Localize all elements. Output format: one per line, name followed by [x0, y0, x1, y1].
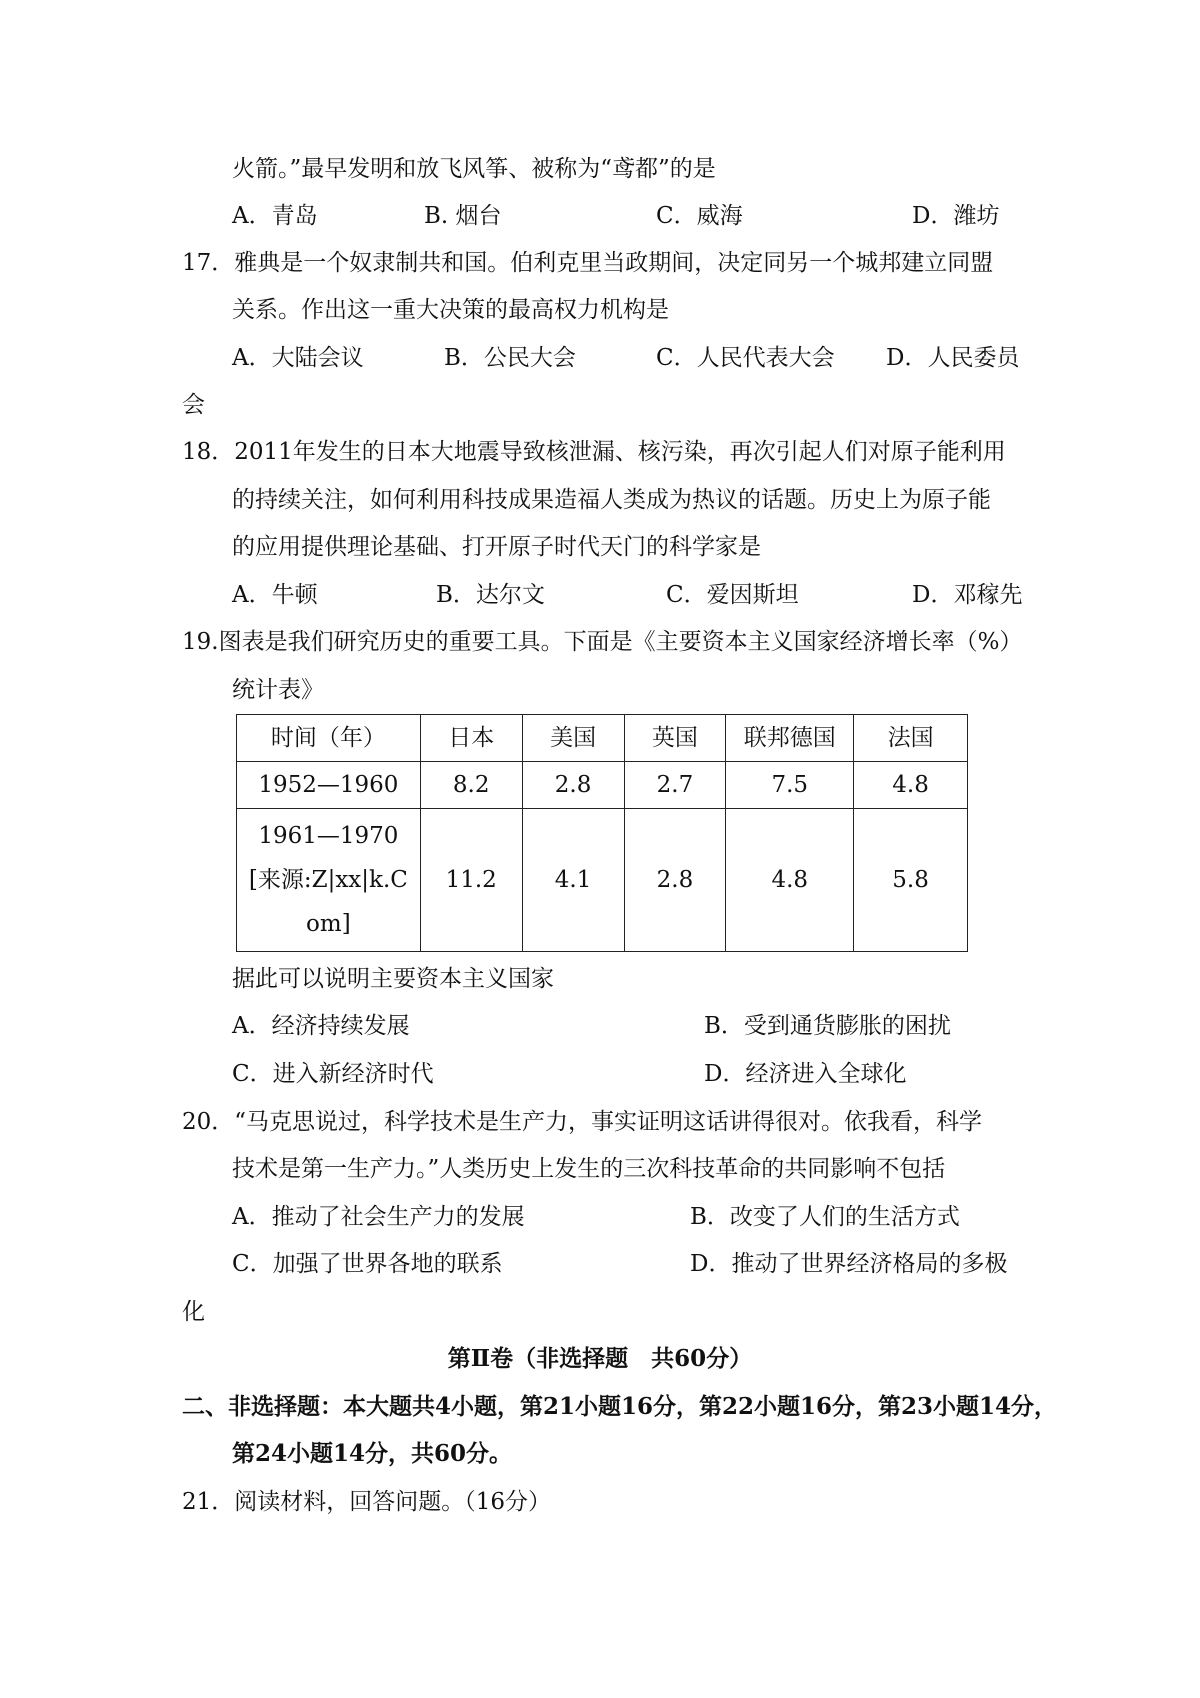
q17-stem-line2: 关系。作出这一重大决策的最高权力机构是 — [232, 297, 669, 323]
table-cell: 4.8 — [854, 762, 968, 809]
q19-stem-line1: 19.图表是我们研究历史的重要工具。下面是《主要资本主义国家经济增长率（%） — [182, 629, 1023, 655]
q17-option-c: C．人民代表大会 — [656, 345, 835, 371]
table-cell: 1952—1960 — [237, 762, 421, 809]
part2-instructions-line2: 第24小题14分，共60分。 — [232, 1440, 513, 1467]
q16-option-b: B. 烟台 — [424, 203, 502, 229]
q20-stem-line1: 20．“马克思说过，科学技术是生产力，事实证明这话讲得很对。依我看，科学 — [182, 1109, 983, 1135]
q20-option-d: D．推动了世界经济格局的多极 — [690, 1251, 1008, 1277]
q19-stem-line2: 统计表》 — [232, 677, 324, 703]
q17-option-d-wrap: 会 — [182, 392, 205, 418]
table-header-cell: 时间（年） — [237, 715, 421, 762]
q20-option-c: C．加强了世界各地的联系 — [232, 1251, 503, 1277]
table-cell: 2.8 — [522, 762, 624, 809]
q16-option-d: D．潍坊 — [912, 203, 1000, 229]
q20-option-b: B．改变了人们的生活方式 — [690, 1204, 960, 1230]
table-header-cell: 英国 — [624, 715, 726, 762]
table-header-cell: 美国 — [522, 715, 624, 762]
q16-option-a: A．青岛 — [232, 203, 318, 229]
q20-option-a: A．推动了社会生产力的发展 — [232, 1204, 525, 1230]
q18-option-b: B．达尔文 — [436, 582, 545, 608]
table-cell: 4.8 — [726, 809, 854, 952]
q16-option-c: C．威海 — [656, 203, 743, 229]
q17-option-a: A．大陆会议 — [232, 345, 364, 371]
q19-conclusion: 据此可以说明主要资本主义国家 — [232, 966, 554, 992]
q17-option-b: B．公民大会 — [444, 345, 576, 371]
q19-option-c: C．进入新经济时代 — [232, 1061, 434, 1087]
q16-stem: 火箭。”最早发明和放飞风筝、被称为“鸢都”的是 — [232, 156, 716, 182]
table-header-cell: 法国 — [854, 715, 968, 762]
table-row — [237, 762, 968, 809]
q18-option-c: C．爱因斯坦 — [666, 582, 799, 608]
q20-stem-line2: 技术是第一生产力。”人类历史上发生的三次科技革命的共同影响不包括 — [232, 1156, 946, 1182]
q18-option-d: D．邓稼先 — [912, 582, 1023, 608]
q19-option-d: D．经济进入全球化 — [704, 1061, 907, 1087]
growth-rate-table — [236, 714, 968, 952]
q19-option-b: B．受到通货膨胀的困扰 — [704, 1013, 951, 1039]
q18-stem-line1: 18．2011年发生的日本大地震导致核泄漏、核污染，再次引起人们对原子能利用 — [182, 439, 1006, 465]
q21-stem: 21．阅读材料，回答问题。（16分） — [182, 1489, 552, 1515]
q19-option-a: A．经济持续发展 — [232, 1013, 410, 1039]
table-cell: 1961—1970[来源:Z|xx|k.Com] — [237, 809, 421, 952]
q18-stem-line2: 的持续关注，如何利用科技成果造福人类成为热议的话题。历史上为原子能 — [232, 487, 991, 513]
table-cell: 5.8 — [854, 809, 968, 952]
q20-option-d-wrap: 化 — [182, 1299, 205, 1325]
q17-option-d: D．人民委员 — [886, 345, 1020, 371]
table-cell: 2.8 — [624, 809, 726, 952]
q18-stem-line3: 的应用提供理论基础、打开原子时代天门的科学家是 — [232, 534, 761, 560]
table-header-cell: 联邦德国 — [726, 715, 854, 762]
q18-option-a: A．牛顿 — [232, 582, 318, 608]
table-cell: 8.2 — [420, 762, 522, 809]
table-cell: 4.1 — [522, 809, 624, 952]
table-cell: 11.2 — [420, 809, 522, 952]
table-cell: 2.7 — [624, 762, 726, 809]
table-row — [237, 809, 968, 952]
table-header-cell: 日本 — [420, 715, 522, 762]
part2-instructions-line1: 二、非选择题：本大题共4小题，第21小题16分，第22小题16分，第23小题14分， — [182, 1393, 1058, 1420]
table-cell: 7.5 — [726, 762, 854, 809]
part2-title: 第Ⅱ卷（非选择题 共60分） — [447, 1345, 753, 1372]
table-header-row — [237, 715, 968, 762]
q17-stem-line1: 17．雅典是一个奴隶制共和国。伯利克里当政期间，决定同另一个城邦建立同盟 — [182, 250, 994, 276]
